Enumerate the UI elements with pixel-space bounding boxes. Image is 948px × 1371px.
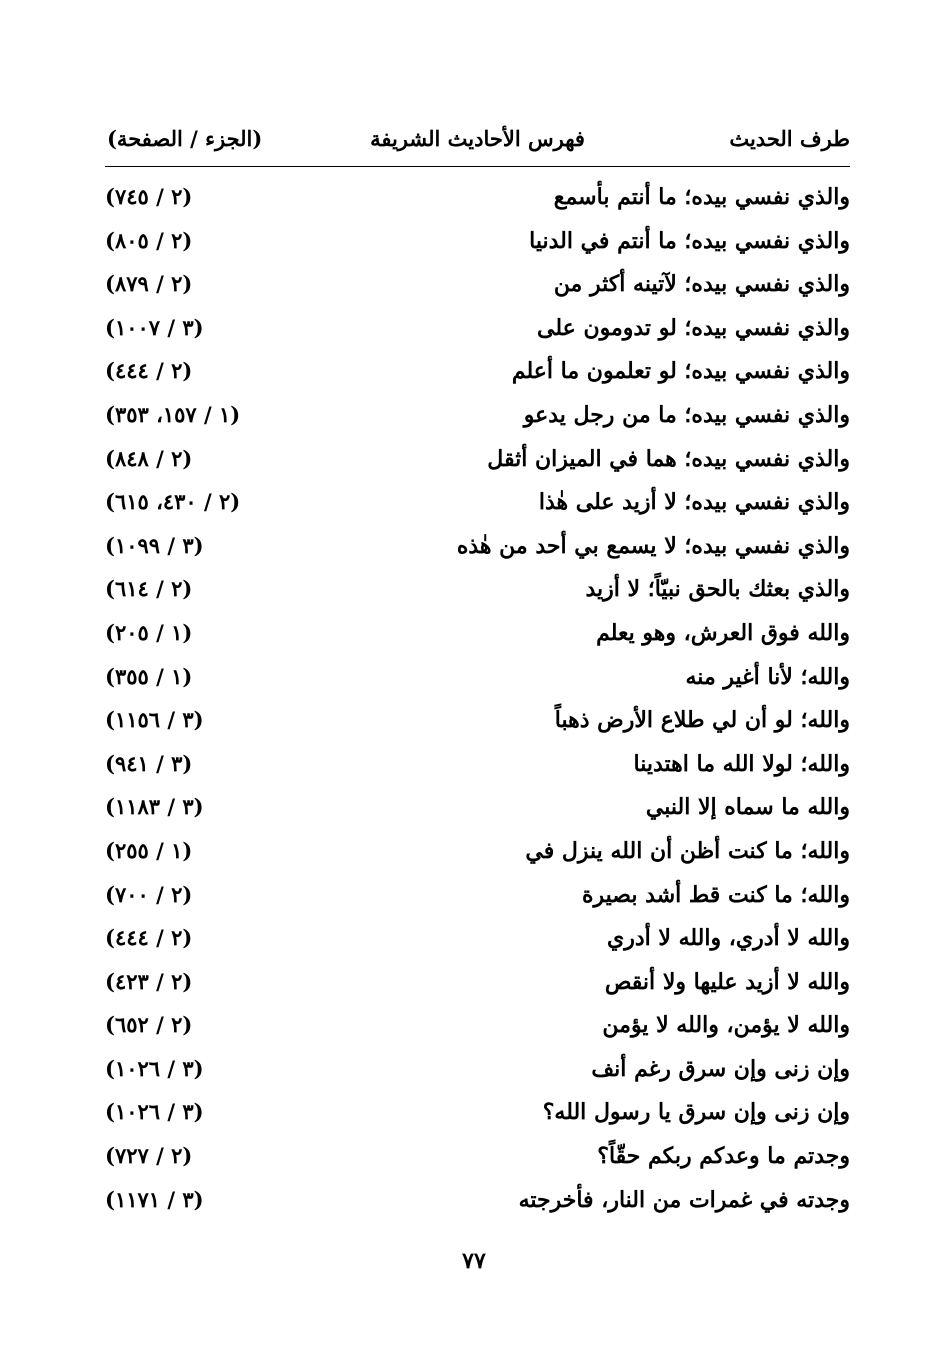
hadith-index-list <box>105 180 850 1226</box>
volume-page-ref: (١ / ٢٠٥) <box>105 619 193 645</box>
hadith-text: والله؛ لولا الله ما اهتدينا <box>633 750 850 777</box>
volume-page-ref: (٣ / ١٠٢٦) <box>105 1055 204 1081</box>
volume-page-ref: (٣ / ١١٥٦) <box>105 707 204 733</box>
volume-page-ref: (٢ / ٤٣٠، ٦١٥) <box>105 489 241 515</box>
volume-page-ref: (٢ / ٧٢٧) <box>105 1143 193 1169</box>
header-hadith-column: طرف الحديث <box>729 126 850 151</box>
list-item <box>105 529 850 573</box>
volume-page-ref: (٢ / ٨٠٥) <box>105 227 193 253</box>
hadith-text: والذي نفسي بيده؛ لو تعلمون ما أعلم <box>511 358 850 385</box>
list-item <box>105 1139 850 1183</box>
list-item <box>105 660 850 704</box>
volume-page-ref: (٣ / ١١٧١) <box>105 1186 204 1212</box>
hadith-text: والذي نفسي بيده؛ لا يسمع بي أحد من هٰذه <box>456 532 850 559</box>
hadith-text: وجدته في غمرات من النار، فأخرجته <box>518 1186 850 1213</box>
hadith-text: والله لا يؤمن، والله لا يؤمن <box>602 1012 850 1039</box>
list-item <box>105 398 850 442</box>
list-item <box>105 267 850 311</box>
list-item <box>105 572 850 616</box>
hadith-text: والله ما سماه إلا النبي <box>645 794 850 821</box>
volume-page-ref: (٣ / ١٠٢٦) <box>105 1099 204 1125</box>
hadith-text: والذي بعثك بالحق نبيّاً؛ لا أزيد <box>585 576 850 603</box>
header-index-title: فهرس الأحاديث الشريفة <box>370 126 585 151</box>
volume-page-ref: (٢ / ٤٤٤) <box>105 358 193 384</box>
page-header <box>105 122 850 162</box>
list-item <box>105 834 850 878</box>
hadith-text: والذي نفسي بيده؛ ما من رجل يدعو <box>523 401 850 428</box>
hadith-text: وجدتم ما وعدكم ربكم حقّاً؟ <box>597 1143 850 1170</box>
list-item <box>105 1008 850 1052</box>
hadith-text: والله فوق العرش، وهو يعلم <box>596 619 850 646</box>
list-item <box>105 616 850 660</box>
volume-page-ref: (٣ / ١٠٩٩) <box>105 532 204 558</box>
hadith-text: والذي نفسي بيده؛ لو تدومون على <box>537 314 850 341</box>
list-item <box>105 180 850 224</box>
header-rule <box>105 166 850 167</box>
volume-page-ref: (٢ / ٨٧٩) <box>105 271 193 297</box>
volume-page-ref: (١ / ١٥٧، ٣٥٣) <box>105 401 241 427</box>
volume-page-ref: (١ / ٢٥٥) <box>105 837 193 863</box>
page-number: ٧٧ <box>462 1248 486 1274</box>
list-item <box>105 1183 850 1227</box>
list-item <box>105 485 850 529</box>
volume-page-ref: (٢ / ٧٤٥) <box>105 184 193 209</box>
list-item <box>105 878 850 922</box>
hadith-text: والذي نفسي بيده؛ هما في الميزان أثقل <box>487 445 850 472</box>
hadith-text: وإن زنى وإن سرق رغم أنف <box>591 1055 850 1082</box>
hadith-text: وإن زنى وإن سرق يا رسول الله؟ <box>542 1099 850 1126</box>
list-item <box>105 747 850 791</box>
list-item <box>105 921 850 965</box>
volume-page-ref: (٢ / ٦٥٢) <box>105 1012 193 1038</box>
hadith-text: والله؛ لو أن لي طلاع الأرض ذهباً <box>554 707 850 734</box>
list-item <box>105 354 850 398</box>
hadith-text: والذي نفسي بيده؛ لآتينه أكثر من <box>553 271 850 298</box>
hadith-text: والذي نفسي بيده؛ ما أنتم في الدنيا <box>529 227 850 254</box>
header-volume-page-column: (الجزء / الصفحة) <box>107 126 263 151</box>
hadith-text: والله لا أدري، والله لا أدري <box>606 925 850 952</box>
volume-page-ref: (٣ / ١١٨٣) <box>105 794 204 820</box>
volume-page-ref: (٢ / ٧٠٠) <box>105 881 193 907</box>
hadith-text: والله؛ ما كنت قط أشد بصيرة <box>581 881 850 908</box>
hadith-text: والذي نفسي بيده؛ ما أنتم بأسمع <box>553 184 850 210</box>
volume-page-ref: (٢ / ٤٤٤) <box>105 925 193 951</box>
list-item <box>105 224 850 268</box>
hadith-text: والله؛ ما كنت أظن أن الله ينزل في <box>525 837 850 864</box>
list-item <box>105 442 850 486</box>
hadith-text: والله؛ لأنا أغير منه <box>685 663 850 690</box>
volume-page-ref: (٢ / ٨٤٨) <box>105 445 193 471</box>
hadith-text: والذي نفسي بيده؛ لا أزيد على هٰذا <box>538 489 850 516</box>
list-item <box>105 703 850 747</box>
list-item <box>105 1052 850 1096</box>
hadith-text: والله لا أزيد عليها ولا أنقص <box>604 968 850 995</box>
volume-page-ref: (١ / ٣٥٥) <box>105 663 193 689</box>
volume-page-ref: (٣ / ٩٤١) <box>105 750 193 776</box>
list-item <box>105 1095 850 1139</box>
volume-page-ref: (٢ / ٦١٤) <box>105 576 193 602</box>
list-item <box>105 965 850 1009</box>
list-item <box>105 311 850 355</box>
volume-page-ref: (٢ / ٤٢٣) <box>105 968 193 994</box>
list-item <box>105 790 850 834</box>
volume-page-ref: (٣ / ١٠٠٧) <box>105 314 204 340</box>
